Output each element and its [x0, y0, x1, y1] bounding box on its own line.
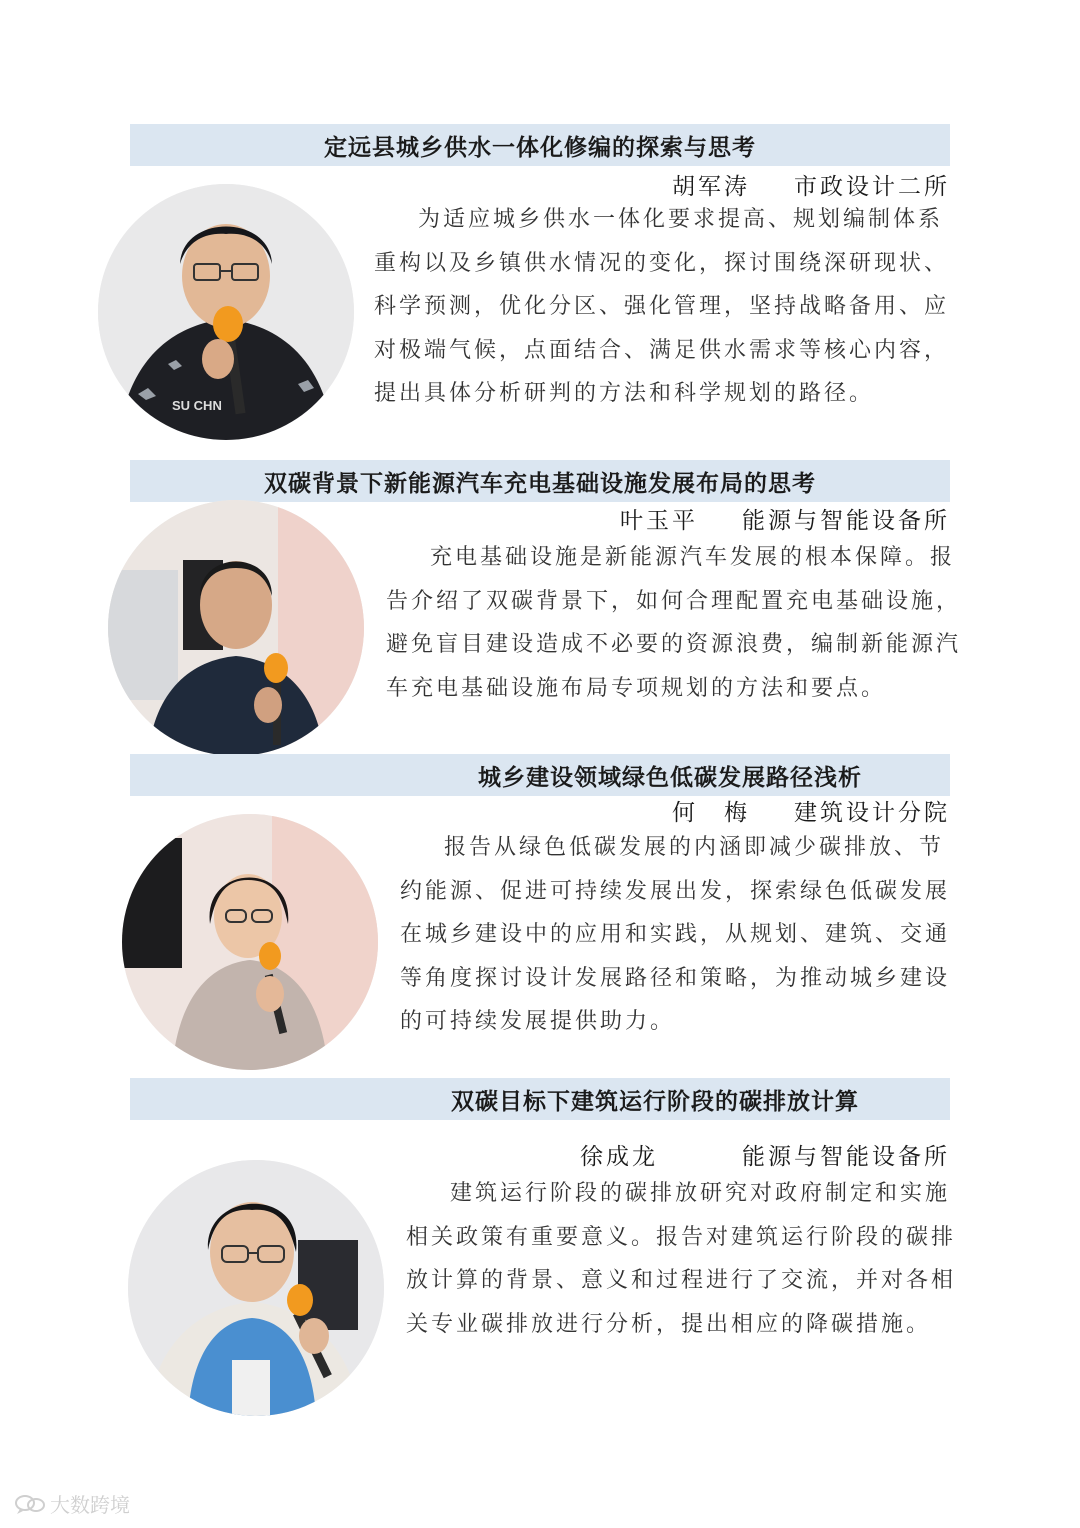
section-1-title: 定远县城乡供水一体化修编的探索与思考	[324, 134, 756, 161]
section-4-dept: 能源与智能设备所	[742, 1144, 950, 1170]
watermark	[14, 1489, 130, 1518]
section-4-speaker-photo	[128, 1160, 384, 1416]
section-3-title: 城乡建设领域绿色低碳发展路径浅析	[478, 764, 862, 791]
speaker-portrait-image	[108, 500, 364, 756]
speaker-portrait-image	[98, 184, 354, 440]
speaker-portrait-image	[128, 1160, 384, 1416]
section-3-author: 何 梅	[672, 800, 750, 826]
section-2-summary: 充电基础设施是新能源汽车发展的根本保障。报告介绍了双碳背景下，如何合理配置充电基础设施，避免盲目建设造成不必要的资源浪费，编制新能源汽车充电基础设施布局专项规划的方法和要点。	[386, 545, 962, 701]
section-3-byline	[672, 794, 950, 827]
section-1-summary: 为适应城乡供水一体化要求提高、规划编制体系重构以及乡镇供水情况的变化，探讨围绕深研现状、科学预测，优化分区、强化管理，坚持战略备用、应对极端气候，点面结合、满足供水需求等核心内容，提出具体分析研判的方法和科学规划的路径。	[374, 207, 950, 406]
section-2-title: 双碳背景下新能源汽车充电基础设施发展布局的思考	[264, 470, 816, 497]
section-4-author: 徐成龙	[580, 1144, 658, 1170]
section-4-byline	[580, 1138, 950, 1171]
section-2-byline	[620, 502, 950, 535]
section-3-speaker-photo	[122, 814, 378, 1070]
section-3-summary: 报告从绿色低碳发展的内涵即减少碳排放、节约能源、促进可持续发展出发，探索绿色低碳发展在城乡建设中的应用和实践，从规划、建筑、交通等角度探讨设计发展路径和策略，为推动城乡建设的可持续发展提供助力。	[400, 835, 951, 1034]
section-2-author: 叶玉平	[620, 508, 698, 534]
section-4-title-banner	[130, 1078, 950, 1120]
speaker-portrait-image	[122, 814, 378, 1070]
section-1-dept: 市政设计二所	[794, 174, 950, 200]
section-3-dept: 建筑设计分院	[794, 800, 950, 826]
section-2-title-banner	[130, 460, 950, 502]
section-1-speaker-photo	[98, 184, 354, 440]
section-4-title: 双碳目标下建筑运行阶段的碳排放计算	[451, 1088, 859, 1115]
section-1-byline	[672, 168, 950, 201]
chat-bubble-logo-icon	[14, 1493, 46, 1515]
section-2-dept: 能源与智能设备所	[742, 508, 950, 534]
section-1-title-banner	[130, 124, 950, 166]
section-1-author: 胡军涛	[672, 174, 750, 200]
section-3-title-banner	[130, 754, 950, 796]
section-4-summary: 建筑运行阶段的碳排放研究对政府制定和实施相关政策有重要意义。报告对建筑运行阶段的碳排放计算的背景、意义和过程进行了交流，并对各相关专业碳排放进行分析，提出相应的降碳措施。	[406, 1181, 957, 1337]
watermark-text: 大数跨境	[50, 1493, 130, 1517]
section-2-speaker-photo	[108, 500, 364, 756]
shirt-print: SU CHN	[172, 398, 222, 413]
